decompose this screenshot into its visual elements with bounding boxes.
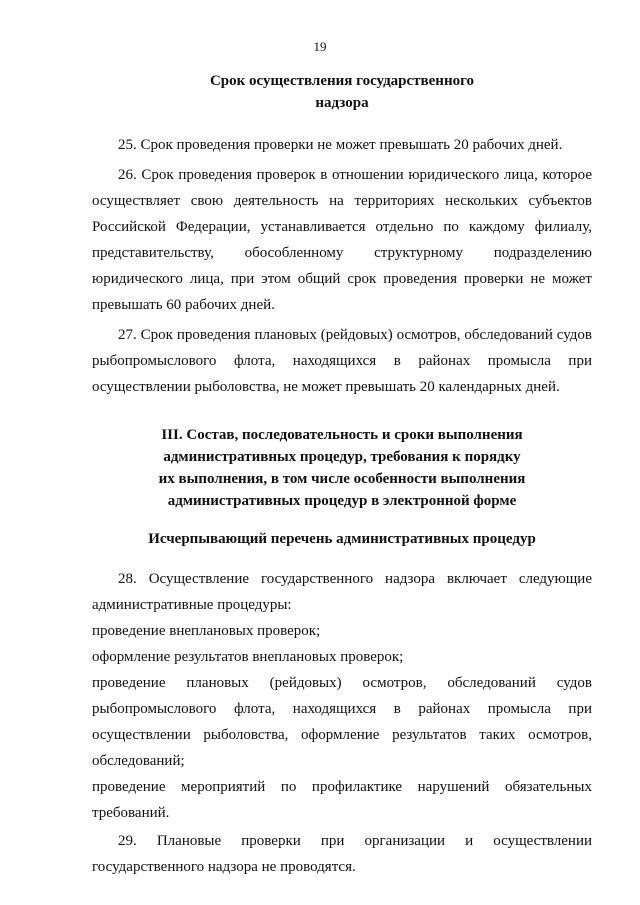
document-body: [92, 60, 592, 880]
paragraph-26: 26. Срок проведения проверок в отношении юридического лица, которое осуществляет свою деятельность на территориях нескольких субъектов Российской Федерации, устанавливается отдельно по каждому филиалу, представительству, обособленному структурному подразделению юридического лица, при этом общий срок проведения проверки не может превышать 60 рабочих дней.: [92, 167, 592, 313]
list-item: проведение внеплановых проверок;: [92, 623, 321, 639]
paragraph-28: 28. Осуществление государственного надзора включает следующие административные процедуры:: [92, 571, 592, 613]
page-number: 19: [313, 39, 327, 54]
list-item: оформление результатов внеплановых проверок;: [92, 649, 404, 665]
section-heading-line-1: III. Состав, последовательность и сроки выполнения: [161, 427, 523, 443]
section-heading: [92, 424, 592, 512]
subsection-heading: Исчерпывающий перечень административных процедур: [148, 531, 536, 547]
heading-term: [92, 70, 592, 114]
paragraph-29: 29. Плановые проверки при организации и осуществлении государственного надзора не проводятся.: [92, 833, 592, 875]
list-item: проведение мероприятий по профилактике нарушений обязательных требований.: [92, 779, 592, 821]
paragraph-25: 25. Срок проведения проверки не может превышать 20 рабочих дней.: [118, 137, 563, 153]
heading-term-line-1: Срок осуществления государственного: [209, 73, 475, 89]
paragraph-27: 27. Срок проведения плановых (рейдовых) осмотров, обследований судов рыбопромыслового флота, находящихся в районах промысла при осуществлении рыболовства, не может превышать 20 календарных дней.: [92, 327, 592, 395]
section-heading-line-3: их выполнения, в том числе особенности выполнения: [158, 471, 526, 487]
section-heading-line-2: административных процедур, требования к порядку: [163, 449, 521, 465]
heading-term-line-2: надзора: [315, 95, 369, 111]
list-item: проведение плановых (рейдовых) осмотров, обследований судов рыбопромыслового флота, находящихся в районах промысла при осуществлении рыболовства, оформление результатов таких осмотров, обследований;: [92, 675, 592, 769]
section-heading-line-4: административных процедур в электронной форме: [167, 493, 517, 509]
list-28: [92, 618, 592, 826]
